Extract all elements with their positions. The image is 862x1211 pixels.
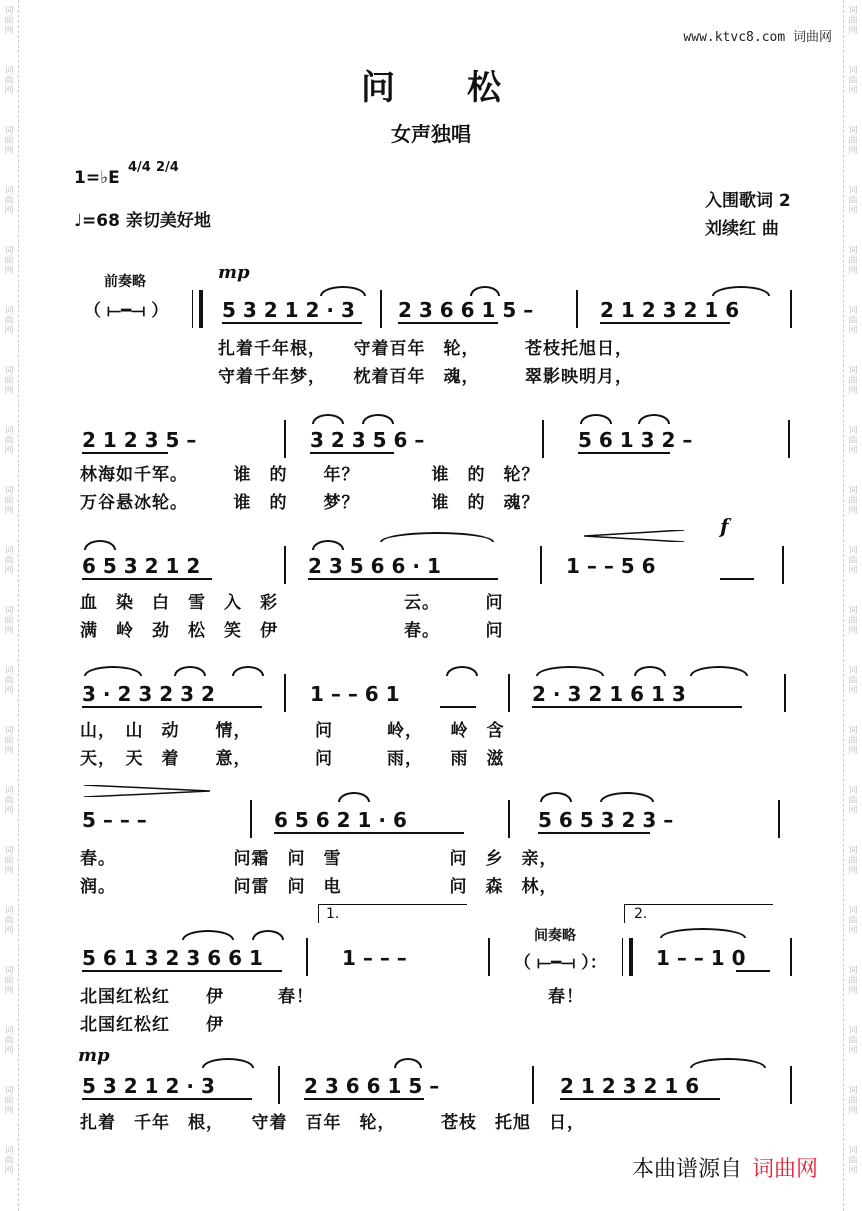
- measure-notes: 3 · 2 3 2 3 2: [82, 682, 215, 706]
- watermark-text: 词 曲 网: [4, 966, 14, 996]
- barline: [488, 938, 490, 976]
- lyric-line-2: 守着千年梦， 枕着百年 魂， 翠影映明月，: [218, 367, 633, 387]
- watermark-text: 词 曲 网: [848, 786, 858, 816]
- dynamic-mp-1: mp: [218, 262, 250, 283]
- barline: [790, 290, 792, 328]
- watermark-text: 词 曲 网: [4, 1146, 14, 1176]
- measure-notes: 2 3 5 6 6 · 1: [308, 554, 441, 578]
- lyric-line-1: 林海如千军。 谁 的 年？ 谁 的 轮？: [80, 465, 540, 485]
- slur: [232, 666, 264, 676]
- interlude-repeat-symbol: （ ⟝━⟞ ）：: [514, 953, 607, 973]
- watermark-text: 词 曲 网: [848, 546, 858, 576]
- prelude-repeat-symbol: （ ⟝━⟞ ）: [84, 301, 169, 321]
- lyric-line-1: 扎着千年根， 守着百年 轮， 苍枝托旭日，: [218, 339, 633, 359]
- measure-notes: 1 – – 6 1: [310, 682, 400, 706]
- slur: [690, 1058, 766, 1068]
- beam: [310, 452, 394, 454]
- beam: [560, 1098, 720, 1100]
- slur: [660, 928, 746, 938]
- watermark-text: 词 曲 网: [848, 186, 858, 216]
- barline: [532, 1066, 534, 1104]
- tempo-marking: ♩=68 亲切美好地: [74, 211, 211, 231]
- beam: [82, 706, 262, 708]
- watermark-text: 词 曲 网: [848, 6, 858, 36]
- site-url[interactable]: www.ktvc8.com 词曲网: [683, 30, 832, 45]
- watermark-text: 词 曲 网: [4, 786, 14, 816]
- slur: [580, 414, 612, 424]
- watermark-text: 词 曲 网: [4, 6, 14, 36]
- beam: [720, 578, 754, 580]
- watermark-text: 词 曲 网: [848, 726, 858, 756]
- slur: [634, 666, 666, 676]
- watermark-text: 词 曲 网: [4, 606, 14, 636]
- barline: [788, 420, 790, 458]
- lyric-line-1: 扎着 千年 根， 守着 百年 轮， 苍枝 托旭 日，: [80, 1113, 585, 1133]
- measure-notes: 1 – – 5 6: [566, 554, 656, 578]
- key-signature: 1=♭E: [74, 168, 120, 188]
- watermark-text: 词 曲 网: [4, 666, 14, 696]
- slur: [202, 1058, 254, 1068]
- beam: [82, 452, 168, 454]
- footer-source-text: 本曲谱源自: [631, 1157, 742, 1182]
- watermark-text: 词 曲 网: [4, 546, 14, 576]
- watermark-text: 词 曲 网: [4, 906, 14, 936]
- barline: [306, 938, 308, 976]
- measure-notes: 5 3 2 1 2 · 3: [82, 1074, 215, 1098]
- beam: [82, 970, 282, 972]
- lyric-line-2: 润。 问雷 问 电 问 森 林，: [80, 877, 558, 897]
- measure-notes: 5 – – –: [82, 808, 147, 832]
- slur: [338, 792, 370, 802]
- barline: [778, 800, 780, 838]
- prelude-label: 前奏略: [104, 274, 146, 290]
- left-watermark-strip: [0, 0, 19, 1211]
- barline: [508, 800, 510, 838]
- beam: [82, 1098, 252, 1100]
- barline: [380, 290, 382, 328]
- watermark-text: 词 曲 网: [848, 666, 858, 696]
- watermark-text: 词 曲 网: [848, 966, 858, 996]
- watermark-text: 词 曲 网: [848, 486, 858, 516]
- slur: [470, 286, 500, 296]
- slur: [174, 666, 206, 676]
- barline: [250, 800, 252, 838]
- barline: [284, 674, 286, 712]
- volta-2-label: 2.: [634, 906, 648, 922]
- beam: [736, 970, 770, 972]
- slur: [320, 286, 366, 296]
- watermark-text: 词 曲 网: [4, 66, 14, 96]
- barline: [284, 546, 286, 584]
- measure-notes: 6 5 6 2 1 · 6: [274, 808, 407, 832]
- beam: [308, 578, 498, 580]
- measure-notes: 5 6 1 3 2 3 6 6 1: [82, 946, 263, 970]
- measure-notes: 5 6 1 3 2 –: [578, 428, 693, 452]
- lyric-line-1: 北国红松红 伊 春！ 春！: [80, 987, 584, 1007]
- watermark-text: 词 曲 网: [848, 906, 858, 936]
- beam: [600, 322, 730, 324]
- watermark-text: 词 曲 网: [848, 366, 858, 396]
- watermark-text: 词 曲 网: [4, 1026, 14, 1056]
- watermark-text: 词 曲 网: [4, 1086, 14, 1116]
- watermark-text: 词 曲 网: [848, 846, 858, 876]
- repeat-start-barline: [192, 290, 203, 328]
- lyric-line-1: 春。 问霜 问 雪 问 乡 亲，: [80, 849, 558, 869]
- time-signature-2: 2/4: [156, 160, 179, 175]
- barline: [782, 546, 784, 584]
- repeat-end-barline: [622, 938, 633, 976]
- watermark-text: 词 曲 网: [4, 246, 14, 276]
- watermark-text: 词 曲 网: [4, 186, 14, 216]
- watermark-text: 词 曲 网: [848, 1146, 858, 1176]
- measure-notes: 5 3 2 1 2 · 3: [222, 298, 355, 322]
- interlude-label: 间奏略: [534, 928, 576, 944]
- lyric-line-1: 山， 山 动 情， 问 岭， 岭 含: [80, 721, 505, 741]
- song-title: 问松: [361, 68, 573, 108]
- watermark-text: 词 曲 网: [848, 1026, 858, 1056]
- beam: [440, 706, 476, 708]
- slur: [362, 414, 394, 424]
- lyric-line-1: 血 染 白 雪 入 彩 云。 问: [80, 593, 504, 613]
- crescendo-hairpin: [584, 527, 684, 539]
- dynamic-f: f: [720, 514, 729, 538]
- watermark-text: 词 曲 网: [848, 66, 858, 96]
- watermark-text: 词 曲 网: [848, 126, 858, 156]
- beam: [274, 832, 464, 834]
- barline: [790, 938, 792, 976]
- slur: [712, 286, 770, 296]
- lyric-line-2: 北国红松红 伊: [80, 1015, 224, 1035]
- watermark-text: 词 曲 网: [848, 306, 858, 336]
- footer-source[interactable]: [632, 1152, 818, 1183]
- barline: [540, 546, 542, 584]
- measure-notes: 1 – – –: [342, 946, 407, 970]
- volta-1-label: 1.: [326, 906, 340, 922]
- decrescendo-hairpin: [84, 782, 210, 794]
- beam: [532, 706, 742, 708]
- beam: [398, 322, 498, 324]
- measure-notes: 2 3 6 6 1 5 –: [304, 1074, 440, 1098]
- watermark-text: 词 曲 网: [4, 426, 14, 456]
- watermark-text: 词 曲 网: [4, 126, 14, 156]
- slur: [252, 930, 284, 940]
- slur: [182, 930, 234, 940]
- slur: [84, 540, 116, 550]
- measure-notes: 6 5 3 2 1 2: [82, 554, 201, 578]
- measure-notes: 2 · 3 2 1 6 1 3: [532, 682, 686, 706]
- song-subtitle: 女声独唱: [391, 122, 471, 146]
- slur: [540, 792, 572, 802]
- barline: [576, 290, 578, 328]
- slur: [638, 414, 670, 424]
- beam: [304, 1098, 424, 1100]
- lyric-line-2: 万谷悬冰轮。 谁 的 梦？ 谁 的 魂？: [80, 493, 540, 513]
- dynamic-mp-2: mp: [78, 1045, 110, 1066]
- slur: [600, 792, 654, 802]
- watermark-text: 词 曲 网: [848, 606, 858, 636]
- lyricist-credit: 入围歌词 2: [705, 191, 791, 211]
- barline: [284, 420, 286, 458]
- slur: [84, 666, 142, 676]
- barline: [784, 674, 786, 712]
- measure-notes: 2 3 6 6 1 5 –: [398, 298, 534, 322]
- beam: [82, 578, 212, 580]
- measure-notes: 2 1 2 3 2 1 6: [560, 1074, 700, 1098]
- slur: [536, 666, 604, 676]
- slur: [446, 666, 478, 676]
- slur: [690, 666, 748, 676]
- watermark-text: 词 曲 网: [848, 1086, 858, 1116]
- watermark-text: 词 曲 网: [4, 846, 14, 876]
- watermark-text: 词 曲 网: [848, 246, 858, 276]
- barline: [508, 674, 510, 712]
- barline: [790, 1066, 792, 1104]
- lyric-line-2: 天， 天 着 意， 问 雨， 雨 滋: [80, 749, 505, 769]
- lyric-line-2: 满 岭 劲 松 笑 伊 春。 问: [80, 621, 504, 641]
- slur: [312, 540, 344, 550]
- slur: [394, 1058, 422, 1068]
- measure-notes: 2 1 2 3 5 –: [82, 428, 197, 452]
- watermark-text: 词 曲 网: [4, 366, 14, 396]
- time-signature-1: 4/4: [128, 160, 151, 175]
- measure-notes: 2 1 2 3 2 1 6: [600, 298, 740, 322]
- measure-notes: 3 2 3 5 6 –: [310, 428, 425, 452]
- beam: [578, 452, 670, 454]
- beam: [222, 322, 362, 324]
- footer-brand[interactable]: 词曲网: [751, 1157, 818, 1182]
- measure-notes: 5 6 5 3 2 3 –: [538, 808, 674, 832]
- barline: [542, 420, 544, 458]
- measure-notes: 1 – – 1 0: [656, 946, 746, 970]
- watermark-text: 词 曲 网: [4, 306, 14, 336]
- composer-credit: 刘续红 曲: [705, 219, 779, 239]
- beam: [538, 832, 650, 834]
- watermark-text: 词 曲 网: [4, 726, 14, 756]
- right-watermark-strip: [843, 0, 862, 1211]
- watermark-text: 词 曲 网: [4, 486, 14, 516]
- volta-bracket-1: [318, 904, 467, 923]
- slur: [312, 414, 344, 424]
- slur: [380, 532, 494, 542]
- barline: [278, 1066, 280, 1104]
- watermark-text: 词 曲 网: [848, 426, 858, 456]
